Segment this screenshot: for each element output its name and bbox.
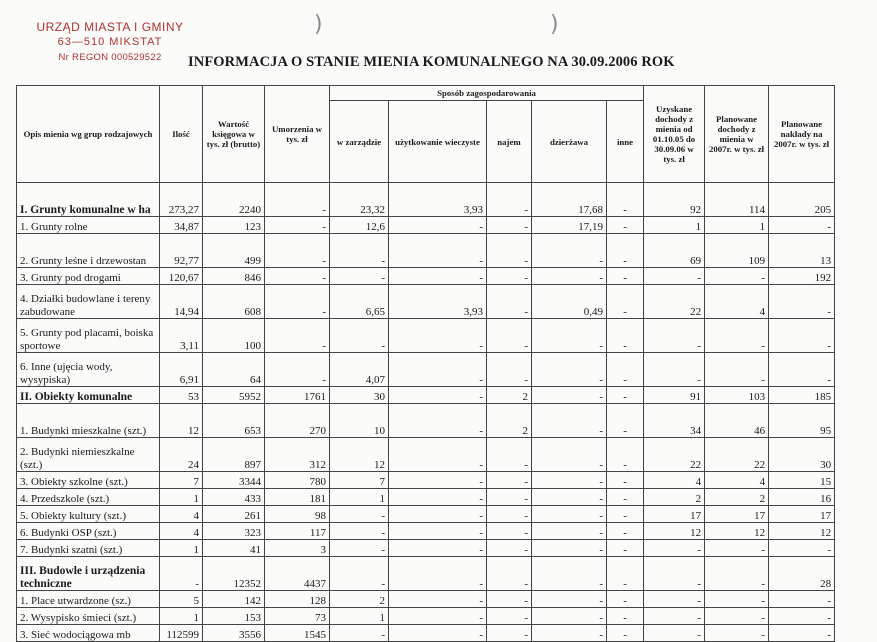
- cell-depreciation: 73: [265, 608, 330, 625]
- cell-depreciation: 1761: [265, 387, 330, 404]
- cell-perpetual-usufruct: -: [389, 472, 487, 489]
- cell-depreciation: 270: [265, 404, 330, 438]
- cell-lease: -: [532, 319, 607, 353]
- cell-planned-expenditure: 30: [769, 438, 835, 472]
- cell-planned-expenditure: 16: [769, 489, 835, 506]
- cell-depreciation: -: [265, 285, 330, 319]
- cell-other: -: [607, 489, 644, 506]
- cell-management: 1: [330, 608, 389, 625]
- cell-planned-income: -: [705, 557, 769, 591]
- cell-description: 1. Grunty rolne: [17, 217, 160, 234]
- cell-other: -: [607, 217, 644, 234]
- cell-lease: -: [532, 234, 607, 268]
- cell-rent: -: [487, 506, 532, 523]
- cell-management: 23,32: [330, 183, 389, 217]
- cell-planned-income: 114: [705, 183, 769, 217]
- table-row: [17, 625, 835, 642]
- cell-quantity: 1: [160, 489, 203, 506]
- cell-income: 69: [644, 234, 705, 268]
- cell-quantity: 24: [160, 438, 203, 472]
- cell-book-value: 12352: [203, 557, 265, 591]
- punch-hole-mark: ): [314, 12, 323, 37]
- cell-rent: 2: [487, 387, 532, 404]
- cell-rent: -: [487, 608, 532, 625]
- stamp-line-office: URZĄD MIASTA I GMINY: [36, 20, 184, 34]
- cell-income: 22: [644, 438, 705, 472]
- cell-description: 4. Przedszkole (szt.): [17, 489, 160, 506]
- cell-lease: -: [532, 353, 607, 387]
- cell-planned-income: -: [705, 319, 769, 353]
- cell-quantity: 112599: [160, 625, 203, 642]
- cell-income: 22: [644, 285, 705, 319]
- cell-description: 6. Inne (ujęcia wody, wysypiska): [17, 353, 160, 387]
- cell-quantity: 5: [160, 591, 203, 608]
- cell-planned-expenditure: 12: [769, 523, 835, 540]
- cell-management: -: [330, 268, 389, 285]
- header-book-value: Wartość księgowa w tys. zł (brutto): [203, 86, 265, 183]
- cell-other: -: [607, 234, 644, 268]
- cell-income: -: [644, 625, 705, 642]
- cell-quantity: 1: [160, 540, 203, 557]
- cell-quantity: 14,94: [160, 285, 203, 319]
- cell-other: -: [607, 404, 644, 438]
- cell-planned-expenditure: -: [769, 353, 835, 387]
- cell-depreciation: 780: [265, 472, 330, 489]
- cell-other: -: [607, 472, 644, 489]
- cell-book-value: 100: [203, 319, 265, 353]
- cell-depreciation: -: [265, 319, 330, 353]
- cell-quantity: 34,87: [160, 217, 203, 234]
- cell-rent: -: [487, 319, 532, 353]
- cell-book-value: 433: [203, 489, 265, 506]
- cell-perpetual-usufruct: -: [389, 438, 487, 472]
- cell-planned-income: -: [705, 540, 769, 557]
- cell-planned-expenditure: 15: [769, 472, 835, 489]
- cell-planned-income: 46: [705, 404, 769, 438]
- cell-planned-expenditure: -: [769, 319, 835, 353]
- table-row: [17, 540, 835, 557]
- cell-planned-income: 103: [705, 387, 769, 404]
- table-row: [17, 591, 835, 608]
- cell-depreciation: 128: [265, 591, 330, 608]
- cell-planned-expenditure: -: [769, 608, 835, 625]
- cell-management: 1: [330, 489, 389, 506]
- table-row: [17, 489, 835, 506]
- cell-planned-income: 4: [705, 472, 769, 489]
- cell-description: III. Budowle i urządzenia techniczne: [17, 557, 160, 591]
- cell-planned-expenditure: -: [769, 591, 835, 608]
- header-description: Opis mienia wg grup rodzajowych: [17, 86, 160, 183]
- cell-lease: -: [532, 387, 607, 404]
- cell-lease: -: [532, 268, 607, 285]
- cell-income: -: [644, 268, 705, 285]
- cell-income: 1: [644, 217, 705, 234]
- cell-planned-expenditure: -: [769, 217, 835, 234]
- cell-other: -: [607, 540, 644, 557]
- cell-book-value: 897: [203, 438, 265, 472]
- cell-quantity: 4: [160, 523, 203, 540]
- cell-planned-expenditure: -: [769, 285, 835, 319]
- cell-description: 2. Budynki niemieszkalne (szt.): [17, 438, 160, 472]
- cell-perpetual-usufruct: 3,93: [389, 285, 487, 319]
- cell-lease: -: [532, 404, 607, 438]
- cell-management: 30: [330, 387, 389, 404]
- cell-description: 3. Obiekty szkolne (szt.): [17, 472, 160, 489]
- punch-hole-mark: ): [550, 12, 559, 37]
- cell-book-value: 64: [203, 353, 265, 387]
- cell-description: 4. Działki budowlane i tereny zabudowane: [17, 285, 160, 319]
- cell-perpetual-usufruct: -: [389, 523, 487, 540]
- cell-other: -: [607, 183, 644, 217]
- cell-income: 17: [644, 506, 705, 523]
- cell-perpetual-usufruct: -: [389, 489, 487, 506]
- property-table-container: [16, 85, 834, 641]
- cell-planned-expenditure: 28: [769, 557, 835, 591]
- cell-planned-income: 12: [705, 523, 769, 540]
- cell-book-value: 653: [203, 404, 265, 438]
- stamp-line-postal: 63—510 MIKSTAT: [57, 36, 163, 48]
- cell-perpetual-usufruct: -: [389, 540, 487, 557]
- cell-book-value: 5952: [203, 387, 265, 404]
- cell-book-value: 499: [203, 234, 265, 268]
- cell-depreciation: -: [265, 268, 330, 285]
- cell-management: -: [330, 557, 389, 591]
- cell-lease: -: [532, 489, 607, 506]
- cell-description: 5. Obiekty kultury (szt.): [17, 506, 160, 523]
- cell-other: -: [607, 557, 644, 591]
- cell-planned-income: 17: [705, 506, 769, 523]
- cell-description: 2. Wysypisko śmieci (szt.): [17, 608, 160, 625]
- cell-quantity: 4: [160, 506, 203, 523]
- stamp-line-regon: Nr REGON 000529522: [58, 52, 162, 63]
- header-depreciation: Umorzenia w tys. zł: [265, 86, 330, 183]
- cell-depreciation: 181: [265, 489, 330, 506]
- cell-description: 1. Budynki mieszkalne (szt.): [17, 404, 160, 438]
- cell-book-value: 3344: [203, 472, 265, 489]
- cell-management: -: [330, 234, 389, 268]
- cell-description: I. Grunty komunalne w ha: [17, 183, 160, 217]
- cell-planned-income: -: [705, 268, 769, 285]
- cell-rent: -: [487, 557, 532, 591]
- cell-lease: 0,49: [532, 285, 607, 319]
- cell-planned-expenditure: 185: [769, 387, 835, 404]
- header-other: inne: [607, 101, 644, 183]
- cell-other: -: [607, 591, 644, 608]
- header-planned-expenditure: Planowane nakłady na 2007r. w tys. zł: [769, 86, 835, 183]
- cell-rent: -: [487, 183, 532, 217]
- cell-perpetual-usufruct: -: [389, 268, 487, 285]
- cell-quantity: 3,11: [160, 319, 203, 353]
- cell-income: -: [644, 353, 705, 387]
- table-row: [17, 506, 835, 523]
- cell-income: -: [644, 319, 705, 353]
- cell-planned-expenditure: 205: [769, 183, 835, 217]
- cell-management: -: [330, 540, 389, 557]
- cell-lease: -: [532, 557, 607, 591]
- cell-quantity: 6,91: [160, 353, 203, 387]
- table-row: [17, 353, 835, 387]
- cell-other: -: [607, 353, 644, 387]
- property-table: [16, 85, 835, 642]
- header-lease: dzierżawa: [532, 101, 607, 183]
- table-row: [17, 319, 835, 353]
- cell-planned-expenditure: 17: [769, 506, 835, 523]
- cell-description: 1. Place utwardzone (sz.): [17, 591, 160, 608]
- cell-rent: -: [487, 625, 532, 642]
- header-quantity: Ilość: [160, 86, 203, 183]
- cell-income: 34: [644, 404, 705, 438]
- cell-book-value: 41: [203, 540, 265, 557]
- cell-other: -: [607, 438, 644, 472]
- table-row: [17, 217, 835, 234]
- cell-income: 12: [644, 523, 705, 540]
- cell-book-value: 608: [203, 285, 265, 319]
- cell-lease: -: [532, 438, 607, 472]
- cell-income: -: [644, 608, 705, 625]
- cell-perpetual-usufruct: -: [389, 608, 487, 625]
- cell-lease: -: [532, 523, 607, 540]
- cell-perpetual-usufruct: -: [389, 506, 487, 523]
- cell-other: -: [607, 506, 644, 523]
- table-section-row: [17, 557, 835, 591]
- cell-management: 7: [330, 472, 389, 489]
- cell-description: 3. Grunty pod drogami: [17, 268, 160, 285]
- cell-other: -: [607, 387, 644, 404]
- header-perpetual-usufruct: użytkowanie wieczyste: [389, 101, 487, 183]
- cell-income: 92: [644, 183, 705, 217]
- cell-quantity: 7: [160, 472, 203, 489]
- cell-perpetual-usufruct: 3,93: [389, 183, 487, 217]
- cell-book-value: 3556: [203, 625, 265, 642]
- cell-description: 7. Budynki szatni (szt.): [17, 540, 160, 557]
- cell-rent: -: [487, 438, 532, 472]
- cell-management: -: [330, 625, 389, 642]
- cell-lease: -: [532, 472, 607, 489]
- table-row: [17, 234, 835, 268]
- cell-quantity: 273,27: [160, 183, 203, 217]
- cell-planned-income: 1: [705, 217, 769, 234]
- cell-rent: -: [487, 489, 532, 506]
- document-title: INFORMACJA O STANIE MIENIA KOMUNALNEGO NA 30.09.2006 ROK: [188, 54, 675, 70]
- cell-description: 2. Grunty leśne i drzewostan: [17, 234, 160, 268]
- table-row: [17, 608, 835, 625]
- cell-depreciation: -: [265, 353, 330, 387]
- cell-depreciation: -: [265, 217, 330, 234]
- cell-lease: -: [532, 591, 607, 608]
- cell-description: 5. Grunty pod placami, boiska sportowe: [17, 319, 160, 353]
- cell-planned-income: 4: [705, 285, 769, 319]
- table-row: [17, 523, 835, 540]
- table-row: [17, 285, 835, 319]
- cell-rent: -: [487, 268, 532, 285]
- cell-perpetual-usufruct: -: [389, 234, 487, 268]
- cell-income: 4: [644, 472, 705, 489]
- table-row: [17, 268, 835, 285]
- cell-management: -: [330, 523, 389, 540]
- cell-quantity: 12: [160, 404, 203, 438]
- cell-depreciation: 4437: [265, 557, 330, 591]
- cell-other: -: [607, 285, 644, 319]
- cell-book-value: 142: [203, 591, 265, 608]
- cell-rent: -: [487, 285, 532, 319]
- cell-management: -: [330, 319, 389, 353]
- cell-perpetual-usufruct: -: [389, 217, 487, 234]
- cell-description: 6. Budynki OSP (szt.): [17, 523, 160, 540]
- cell-management: 12: [330, 438, 389, 472]
- cell-depreciation: -: [265, 234, 330, 268]
- cell-perpetual-usufruct: -: [389, 625, 487, 642]
- cell-depreciation: -: [265, 183, 330, 217]
- cell-planned-income: 2: [705, 489, 769, 506]
- cell-rent: -: [487, 234, 532, 268]
- header-income: Uzyskane dochody z mienia od 01.10.05 do 30.09.06 w tys. zł: [644, 86, 705, 183]
- cell-other: -: [607, 523, 644, 540]
- cell-description: II. Obiekty komunalne: [17, 387, 160, 404]
- cell-other: -: [607, 625, 644, 642]
- cell-planned-income: -: [705, 353, 769, 387]
- cell-planned-income: 22: [705, 438, 769, 472]
- cell-management: -: [330, 506, 389, 523]
- property-table-body: [17, 183, 835, 642]
- cell-planned-expenditure: 192: [769, 268, 835, 285]
- cell-lease: -: [532, 625, 607, 642]
- cell-lease: 17,68: [532, 183, 607, 217]
- cell-income: -: [644, 540, 705, 557]
- cell-income: 91: [644, 387, 705, 404]
- header-planned-income: Planowane dochody z mienia w 2007r. w tys. zł: [705, 86, 769, 183]
- cell-planned-expenditure: 95: [769, 404, 835, 438]
- cell-management: 10: [330, 404, 389, 438]
- cell-management: 4,07: [330, 353, 389, 387]
- cell-perpetual-usufruct: -: [389, 404, 487, 438]
- header-management: w zarządzie: [330, 101, 389, 183]
- cell-perpetual-usufruct: -: [389, 557, 487, 591]
- cell-rent: 2: [487, 404, 532, 438]
- cell-planned-expenditure: -: [769, 540, 835, 557]
- cell-description: 3. Sieć wodociągowa mb: [17, 625, 160, 642]
- cell-rent: -: [487, 591, 532, 608]
- cell-depreciation: 117: [265, 523, 330, 540]
- header-rent: najem: [487, 101, 532, 183]
- table-section-row: [17, 183, 835, 217]
- cell-quantity: 53: [160, 387, 203, 404]
- cell-other: -: [607, 268, 644, 285]
- cell-lease: -: [532, 540, 607, 557]
- cell-depreciation: 312: [265, 438, 330, 472]
- cell-lease: -: [532, 608, 607, 625]
- cell-rent: -: [487, 217, 532, 234]
- header-usage-group: Sposób zagospodarowania: [330, 86, 644, 101]
- cell-book-value: 261: [203, 506, 265, 523]
- cell-depreciation: 1545: [265, 625, 330, 642]
- cell-planned-income: -: [705, 591, 769, 608]
- cell-other: -: [607, 608, 644, 625]
- cell-management: 12,6: [330, 217, 389, 234]
- cell-perpetual-usufruct: -: [389, 591, 487, 608]
- cell-planned-income: -: [705, 625, 769, 642]
- table-section-row: [17, 387, 835, 404]
- cell-planned-expenditure: -: [769, 625, 835, 642]
- cell-quantity: 1: [160, 608, 203, 625]
- cell-planned-income: -: [705, 608, 769, 625]
- cell-quantity: 120,67: [160, 268, 203, 285]
- cell-depreciation: 3: [265, 540, 330, 557]
- cell-book-value: 123: [203, 217, 265, 234]
- office-stamp: [30, 20, 190, 65]
- table-row: [17, 438, 835, 472]
- table-row: [17, 472, 835, 489]
- table-row: [17, 404, 835, 438]
- cell-lease: -: [532, 506, 607, 523]
- cell-depreciation: 98: [265, 506, 330, 523]
- cell-rent: -: [487, 353, 532, 387]
- cell-income: -: [644, 557, 705, 591]
- cell-quantity: -: [160, 557, 203, 591]
- cell-income: -: [644, 591, 705, 608]
- cell-book-value: 153: [203, 608, 265, 625]
- cell-income: 2: [644, 489, 705, 506]
- cell-perpetual-usufruct: -: [389, 319, 487, 353]
- cell-other: -: [607, 319, 644, 353]
- cell-planned-income: 109: [705, 234, 769, 268]
- cell-perpetual-usufruct: -: [389, 387, 487, 404]
- cell-perpetual-usufruct: -: [389, 353, 487, 387]
- cell-book-value: 846: [203, 268, 265, 285]
- cell-lease: 17,19: [532, 217, 607, 234]
- cell-management: 2: [330, 591, 389, 608]
- cell-rent: -: [487, 523, 532, 540]
- cell-planned-expenditure: 13: [769, 234, 835, 268]
- cell-rent: -: [487, 472, 532, 489]
- cell-rent: -: [487, 540, 532, 557]
- cell-book-value: 2240: [203, 183, 265, 217]
- cell-quantity: 92,77: [160, 234, 203, 268]
- cell-book-value: 323: [203, 523, 265, 540]
- cell-management: 6,65: [330, 285, 389, 319]
